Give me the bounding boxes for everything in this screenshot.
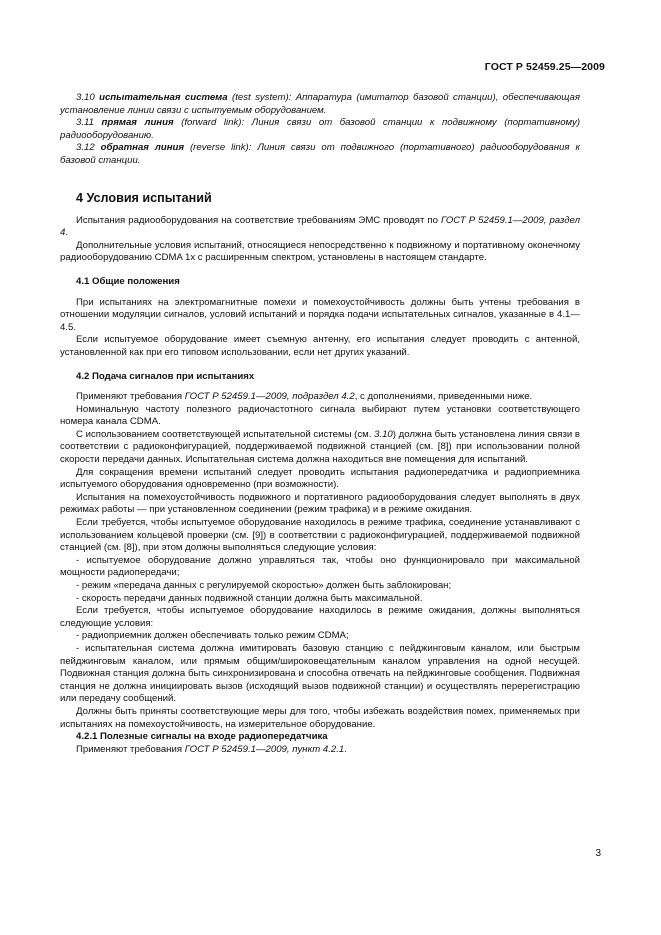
section-4-2-1-paragraph-1: Применяют требования ГОСТ Р 52459.1—2009, пункт 4.2.1. — [76, 743, 347, 755]
section-4-2-paragraph-8: Должны быть приняты соответствующие меры для того, чтобы избежать воздействия помех, применяемых при испытаниях на помехоустойчивость, на измерительное оборудование. — [60, 705, 580, 730]
section-4-1-heading: 4.1 Общие положения — [76, 275, 180, 287]
section-4-heading: 4 Условия испытаний — [76, 190, 212, 205]
section-4-1-paragraph-2: Если испытуемое оборудование имеет съемную антенну, его испытания следует проводить с антенной, установленной как при его типовом использовании, если нет других указаний. — [60, 334, 580, 358]
list-item: - скорость передачи данных подвижной станции должна быть максимальной. — [76, 592, 423, 604]
section-4-2-paragraph-7: Если требуется, чтобы испытуемое оборудование находилось в режиме ожидания, должны выполняться следующие условия: — [60, 605, 580, 629]
definition-3-10: 3.10 испытательная система (test system): Аппаратура (имитатор базовой станции), обеспечивающая установление линии связи с испытуемым оборудованием. — [60, 92, 580, 116]
list-item: - радиоприемник должен обеспечивать только режим CDMA; — [76, 630, 349, 642]
list-item: - испытуемое оборудование должно управляться так, чтобы оно функционировало при максимальной мощности радиопередачи; — [60, 554, 580, 579]
section-4-2-paragraph-4: Для сокращения времени испытаний следует проводить испытания радиопередатчика и радиоприемника испытуемого оборудования одновременно (при возможности). — [60, 466, 580, 491]
section-4-2-paragraph-6: Если требуется, чтобы испытуемое оборудование находилось в режиме трафика, соединение устанавливают с использованием кольцевой проверки (см. [9]) в соответствии с радиоконфигурацией, поддерживаемой подвижной станцией (см. [8]), при этом должны выполняться следующие условия: — [60, 517, 580, 554]
section-4-2-paragraph-3: С использованием соответствующей испытательной системы (см. 3.10) должна быть установлена линия связи в соответствии с радиоконфигурацией, поддерживаемой подвижной станцией (см. [8]) при использовании полной скорости передачи данных. Испытательная система должна находиться вне помещения для испытаний. — [60, 428, 581, 466]
document-body — [60, 92, 580, 756]
document-header: ГОСТ Р 52459.25—2009 — [484, 61, 605, 73]
section-4-1-paragraph-1: При испытаниях на электромагнитные помехи и помехоустойчивость должны быть учтены требования в отношении модуляции сигналов, условий испытаний и порядка подачи испытательных сигналов, указанные в 4.1—4.5. — [60, 296, 580, 333]
section-4-2-paragraph-2: Номинальную частоту полезного радиочастотного сигнала выбирают путем установки соответствующего номера канала CDMA. — [60, 403, 580, 428]
section-4-paragraph-1: Испытания радиооборудования на соответствие требованиям ЭМС проводят по ГОСТ Р 52459.1—2009, раздел 4. — [60, 214, 580, 239]
definition-3-12: 3.12 обратная линия (reverse link): Линия связи от подвижного (портативного) радиооборудования к базовой станции. — [60, 142, 580, 166]
list-item: - режим «передача данных с регулируемой скоростью» должен быть заблокирован; — [76, 580, 452, 591]
section-4-2-1-heading: 4.2.1 Полезные сигналы на входе радиопередатчика — [76, 731, 328, 743]
definition-3-11: 3.11 прямая линия (forward link): Линия связи от базовой станции к подвижному (портативному) радиооборудованию. — [60, 117, 581, 141]
page-number: 3 — [595, 848, 601, 859]
section-4-2-heading: 4.2 Подача сигналов при испытаниях — [76, 370, 255, 382]
section-4-2-paragraph-1: Применяют требования ГОСТ Р 52459.1—2009, подраздел 4.2, с дополнениями, приведенными ниже. — [76, 391, 533, 403]
section-4-paragraph-2: Дополнительные условия испытаний, относящиеся непосредственно к подвижному и портативному оконечному радиооборудованию CDMA 1x с расширенным спектром, установлены в настоящем стандарте. — [60, 239, 580, 264]
section-4-2-paragraph-5: Испытания на помехоустойчивость подвижного и портативного радиооборудования следует выполнять в двух режимах работы — при установленном соединении (режим трафика) и в режиме ожидания. — [60, 491, 580, 516]
list-item: - испытательная система должна имитировать базовую станцию с пейджинговым каналом, или быстрым пейджинговым каналом, или прямым общим/широковещательным каналом управления на одной несущей. Подвижная станция должна быть синхронизирована и способна отвечать на пейджинговые сообщения. Подвижная станция не должна инициировать вызов (исходящий вызов подвижной станции) и осуществлять перерегистрацию или передачу сообщений. — [60, 642, 580, 705]
